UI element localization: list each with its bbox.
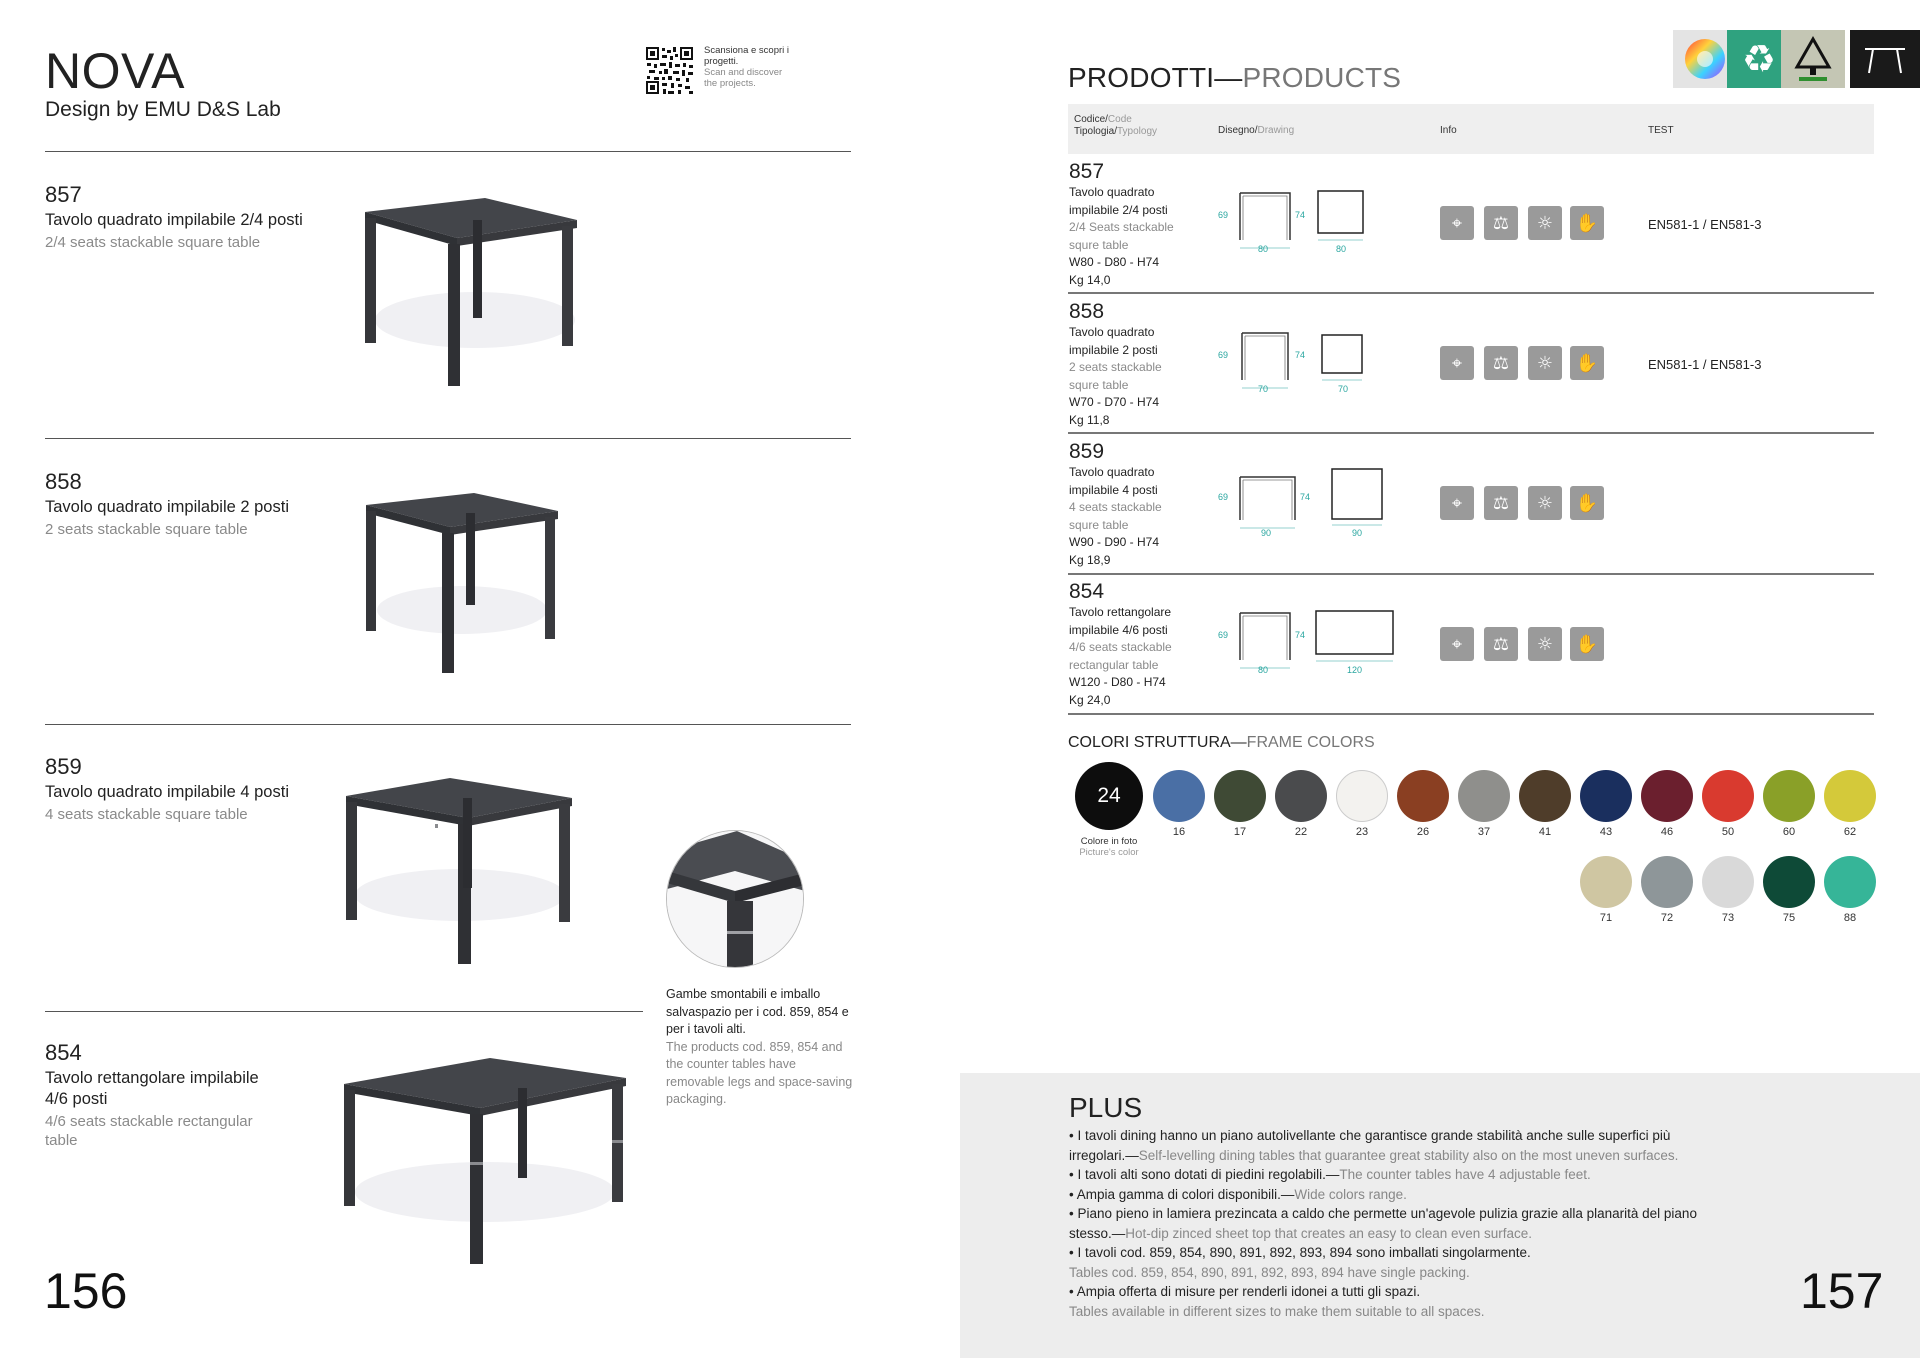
row-desc (1069, 324, 1184, 429)
dim-h2: 74 (1300, 492, 1311, 502)
stackable-icon: ⌖ (1440, 206, 1474, 240)
color-code: 43 (1599, 826, 1613, 838)
plus-item-it: • Ampia gamma di colori disponibili.— (1069, 1186, 1295, 1202)
header-info: Info (1440, 125, 1457, 136)
load-icon: ⚖ (1484, 627, 1518, 661)
leg-detail-photo (666, 830, 804, 968)
load-icon: ⚖ (1484, 486, 1518, 520)
hand-care-icon: ✋ (1570, 627, 1604, 661)
color-swatch-main[interactable] (1075, 762, 1143, 830)
stackable-icon: ⌖ (1440, 486, 1474, 520)
divider (45, 151, 851, 152)
header-type-it: Tipologia/ (1074, 126, 1117, 137)
plus-item-it: • Ampia offerta di misure per renderli idonei a tutti gli spazi. (1069, 1284, 1421, 1299)
row-divider (1068, 292, 1874, 294)
header-test: TEST (1648, 125, 1674, 136)
page-number-left: 156 (44, 1263, 128, 1319)
product-entry (45, 754, 325, 824)
plus-item-en: Tables cod. 859, 854, 890, 891, 892, 893, 894 have single packing. (1069, 1264, 1470, 1280)
divider (45, 724, 851, 725)
header-code-en: Code (1107, 114, 1132, 125)
plus-item-en: Tables available in different sizes to make them suitable to all spaces. (1069, 1303, 1485, 1319)
color-swatch[interactable] (1153, 770, 1205, 822)
product-name-en: 2/4 seats stackable square table (45, 234, 261, 251)
color-swatch[interactable] (1397, 770, 1449, 822)
plus-item-it: • I tavoli cod. 859, 854, 890, 891, 892, 893, 894 sono imballati singolarmente. (1069, 1245, 1531, 1260)
product-row (1069, 160, 1184, 289)
color-swatch[interactable] (1824, 856, 1876, 908)
color-swatch[interactable] (1641, 770, 1693, 822)
color-swatch[interactable] (1275, 770, 1327, 822)
row-drawing (1215, 605, 1415, 680)
color-code: 17 (1233, 826, 1247, 838)
table-854-photo (340, 1052, 630, 1282)
divider (45, 438, 851, 439)
dim-top: 70 (1338, 384, 1349, 394)
dim-h1: 69 (1218, 492, 1229, 502)
table-858-photo (362, 485, 562, 695)
qr-caption-en: Scan and discover the projects. (704, 67, 783, 89)
row-dims: W120 - D80 - H74 (1069, 675, 1166, 689)
header-drawing-en: Drawing (1257, 125, 1295, 136)
table-859-photo (340, 770, 580, 980)
color-swatch[interactable] (1641, 856, 1693, 908)
color-code: 23 (1355, 826, 1369, 838)
row-weight: Kg 11,8 (1069, 412, 1110, 427)
row-code: 854 (1069, 580, 1105, 603)
color-code: 26 (1416, 826, 1430, 838)
dim-top: 80 (1336, 244, 1347, 254)
color-code: 72 (1660, 912, 1674, 924)
plus-item-it: • I tavoli alti sono dotati di piedini regolabili.— (1069, 1167, 1340, 1182)
color-code: 16 (1172, 826, 1186, 838)
dim-h2: 74 (1295, 630, 1306, 640)
color-code: 73 (1721, 912, 1735, 924)
plus-title: PLUS (1069, 1092, 1143, 1123)
plus-item (1069, 1204, 1719, 1243)
color-swatch[interactable] (1580, 856, 1632, 908)
outdoor-icon: ☼ (1528, 346, 1562, 380)
row-dims: W80 - D80 - H74 (1069, 255, 1160, 269)
qr-code-icon[interactable] (645, 46, 694, 95)
product-name-it: Tavolo quadrato impilabile 2/4 posti (45, 211, 303, 229)
color-code: 37 (1477, 826, 1491, 838)
color-swatch[interactable] (1214, 770, 1266, 822)
stackable-icon: ⌖ (1440, 627, 1474, 661)
color-swatch[interactable] (1580, 770, 1632, 822)
plus-item (1069, 1185, 1719, 1205)
main-color-caption-en: Picture's color (1079, 847, 1139, 858)
plus-item-en: Self-levelling dining tables that guarantee great stability also on the most uneven surfaces. (1138, 1147, 1679, 1163)
color-code: 71 (1599, 912, 1613, 924)
product-row (1069, 440, 1184, 569)
dim-side: 80 (1258, 244, 1269, 254)
hand-care-icon: ✋ (1570, 486, 1604, 520)
plus-item-en: Hot-dip zinced sheet top that creates an easy to clean even surface. (1125, 1225, 1533, 1241)
products-title-it: PRODOTTI (1068, 62, 1215, 93)
product-code: 854 (45, 1040, 82, 1065)
row-divider (1068, 573, 1874, 575)
table-icon (1850, 30, 1920, 88)
row-weight: Kg 14,0 (1069, 272, 1111, 287)
dim-side: 80 (1258, 665, 1269, 675)
row-test: EN581-1 / EN581-3 (1648, 357, 1762, 372)
color-code: 88 (1843, 912, 1857, 924)
dim-h1: 69 (1218, 630, 1229, 640)
outdoor-icon: ☼ (1528, 627, 1562, 661)
frame-colors-title (1068, 734, 1375, 752)
color-code: 60 (1782, 826, 1796, 838)
divider (45, 1011, 643, 1012)
row-type-it: Tavolo quadrato impilabile 4 posti (1069, 465, 1158, 497)
plus-item-it: • Piano pieno in lamiera prezincata a caldo che permette un'agevole pulizia grazie alla planarità del piano stesso.— (1069, 1206, 1697, 1241)
product-code: 858 (45, 469, 82, 494)
row-type-it: Tavolo quadrato impilabile 2 posti (1069, 325, 1158, 357)
row-code: 857 (1069, 160, 1105, 183)
color-swatch[interactable] (1519, 770, 1571, 822)
dim-side: 90 (1261, 528, 1272, 538)
row-dims: W90 - D90 - H74 (1069, 535, 1160, 549)
color-swatch[interactable] (1702, 770, 1754, 822)
product-row (1069, 300, 1184, 429)
hand-care-icon: ✋ (1570, 206, 1604, 240)
color-swatch[interactable] (1763, 856, 1815, 908)
color-code: 24 (1097, 784, 1121, 807)
color-swatch[interactable] (1763, 770, 1815, 822)
dim-side: 70 (1258, 384, 1269, 394)
color-swatch[interactable] (1336, 770, 1388, 822)
product-name-en: 4/6 seats stackable rectangular table (45, 1113, 253, 1149)
color-code: 50 (1721, 826, 1735, 838)
load-icon: ⚖ (1484, 206, 1518, 240)
color-swatch[interactable] (1458, 770, 1510, 822)
title-dash: — (1230, 734, 1247, 751)
product-code: 857 (45, 182, 82, 207)
row-type-en: 2 seats stackable squre table (1069, 360, 1162, 392)
row-drawing (1215, 465, 1405, 540)
product-name-it: Tavolo rettangolare impilabile 4/6 posti (45, 1069, 259, 1108)
plus-item (1069, 1243, 1719, 1282)
row-drawing (1215, 185, 1375, 260)
plus-item (1069, 1165, 1719, 1185)
header-code-it: Codice/ (1074, 114, 1108, 125)
color-code: 46 (1660, 826, 1674, 838)
row-type-en: 4/6 seats stackable rectangular table (1069, 640, 1172, 672)
catalog-title: NOVA (45, 43, 185, 99)
qr-caption-it: Scansiona e scopri i progetti. (704, 45, 790, 67)
product-name-it: Tavolo quadrato impilabile 2 posti (45, 498, 289, 516)
header-drawing (1218, 125, 1294, 137)
recycle-icon: ♻ (1727, 30, 1791, 88)
row-drawing (1215, 325, 1375, 400)
color-code: 22 (1294, 826, 1308, 838)
color-code: 62 (1843, 826, 1857, 838)
product-entry (45, 1040, 275, 1150)
title-dash: — (1214, 62, 1243, 93)
plus-list (1069, 1126, 1719, 1321)
dim-top: 120 (1347, 665, 1363, 675)
stackable-icon: ⌖ (1440, 346, 1474, 380)
colors-title-en: FRAME COLORS (1246, 734, 1375, 751)
dim-h1: 69 (1218, 350, 1229, 360)
row-test: EN581-1 / EN581-3 (1648, 217, 1762, 232)
plus-item-en: Wide colors range. (1294, 1186, 1407, 1202)
color-code: 41 (1538, 826, 1552, 838)
product-name-it: Tavolo quadrato impilabile 4 posti (45, 783, 289, 801)
color-code: 75 (1782, 912, 1796, 924)
detail-caption-en: The products cod. 859, 854 and the counter tables have removable legs and space-saving packaging. (666, 1039, 853, 1106)
product-entry (45, 182, 325, 252)
detail-caption (666, 986, 856, 1109)
page-number-right: 157 (1800, 1263, 1884, 1319)
row-weight: Kg 24,0 (1069, 692, 1111, 707)
table-header (1068, 104, 1874, 154)
dim-top: 90 (1352, 528, 1363, 538)
detail-caption-it: Gambe smontabili e imballo salvaspazio per i cod. 859, 854 e per i tavoli alti. (666, 987, 849, 1036)
row-type-it: Tavolo quadrato impilabile 2/4 posti (1069, 185, 1168, 217)
row-desc (1069, 604, 1184, 709)
plus-item (1069, 1126, 1719, 1165)
main-color-caption-it: Colore in foto (1080, 836, 1138, 847)
table-857-photo (355, 190, 595, 410)
row-type-en: 4 seats stackable squre table (1069, 500, 1162, 532)
color-swatch[interactable] (1702, 856, 1754, 908)
row-divider (1068, 432, 1874, 434)
tree-icon (1781, 30, 1845, 88)
header-drawing-it: Disegno/ (1218, 125, 1258, 136)
plus-item (1069, 1282, 1719, 1321)
colors-title-it: COLORI STRUTTURA (1068, 734, 1231, 751)
product-entry (45, 469, 325, 539)
main-color-caption (1066, 836, 1152, 858)
row-type-en: 2/4 Seats stackable squre table (1069, 220, 1174, 252)
load-icon: ⚖ (1484, 346, 1518, 380)
dim-h2: 74 (1295, 210, 1306, 220)
product-name-en: 2 seats stackable square table (45, 521, 248, 538)
product-name-en: 4 seats stackable square table (45, 806, 248, 823)
dim-h1: 69 (1218, 210, 1229, 220)
color-swatch[interactable] (1824, 770, 1876, 822)
row-desc (1069, 184, 1184, 289)
qr-caption (704, 45, 794, 89)
products-title (1068, 62, 1401, 94)
row-code: 859 (1069, 440, 1105, 463)
plus-item-en: The counter tables have 4 adjustable feet. (1339, 1167, 1591, 1182)
row-type-it: Tavolo rettangolare impilabile 4/6 posti (1069, 605, 1172, 637)
row-desc (1069, 464, 1184, 569)
designer-credit: Design by EMU D&S Lab (45, 98, 281, 121)
outdoor-icon: ☼ (1528, 486, 1562, 520)
plus-item-it: • I tavoli dining hanno un piano autolivellante che garantisce grande stabilità anche sulle superfici più irregolari.— (1069, 1128, 1671, 1163)
row-dims: W70 - D70 - H74 (1069, 395, 1160, 409)
row-divider (1068, 713, 1874, 715)
products-title-en: PRODUCTS (1242, 62, 1402, 93)
product-row (1069, 580, 1184, 709)
header-type-en: Typology (1117, 126, 1158, 137)
hand-care-icon: ✋ (1570, 346, 1604, 380)
outdoor-icon: ☼ (1528, 206, 1562, 240)
row-code: 858 (1069, 300, 1105, 323)
product-code: 859 (45, 754, 82, 779)
header-code (1074, 114, 1157, 138)
row-weight: Kg 18,9 (1069, 552, 1111, 567)
dim-h2: 74 (1295, 350, 1306, 360)
